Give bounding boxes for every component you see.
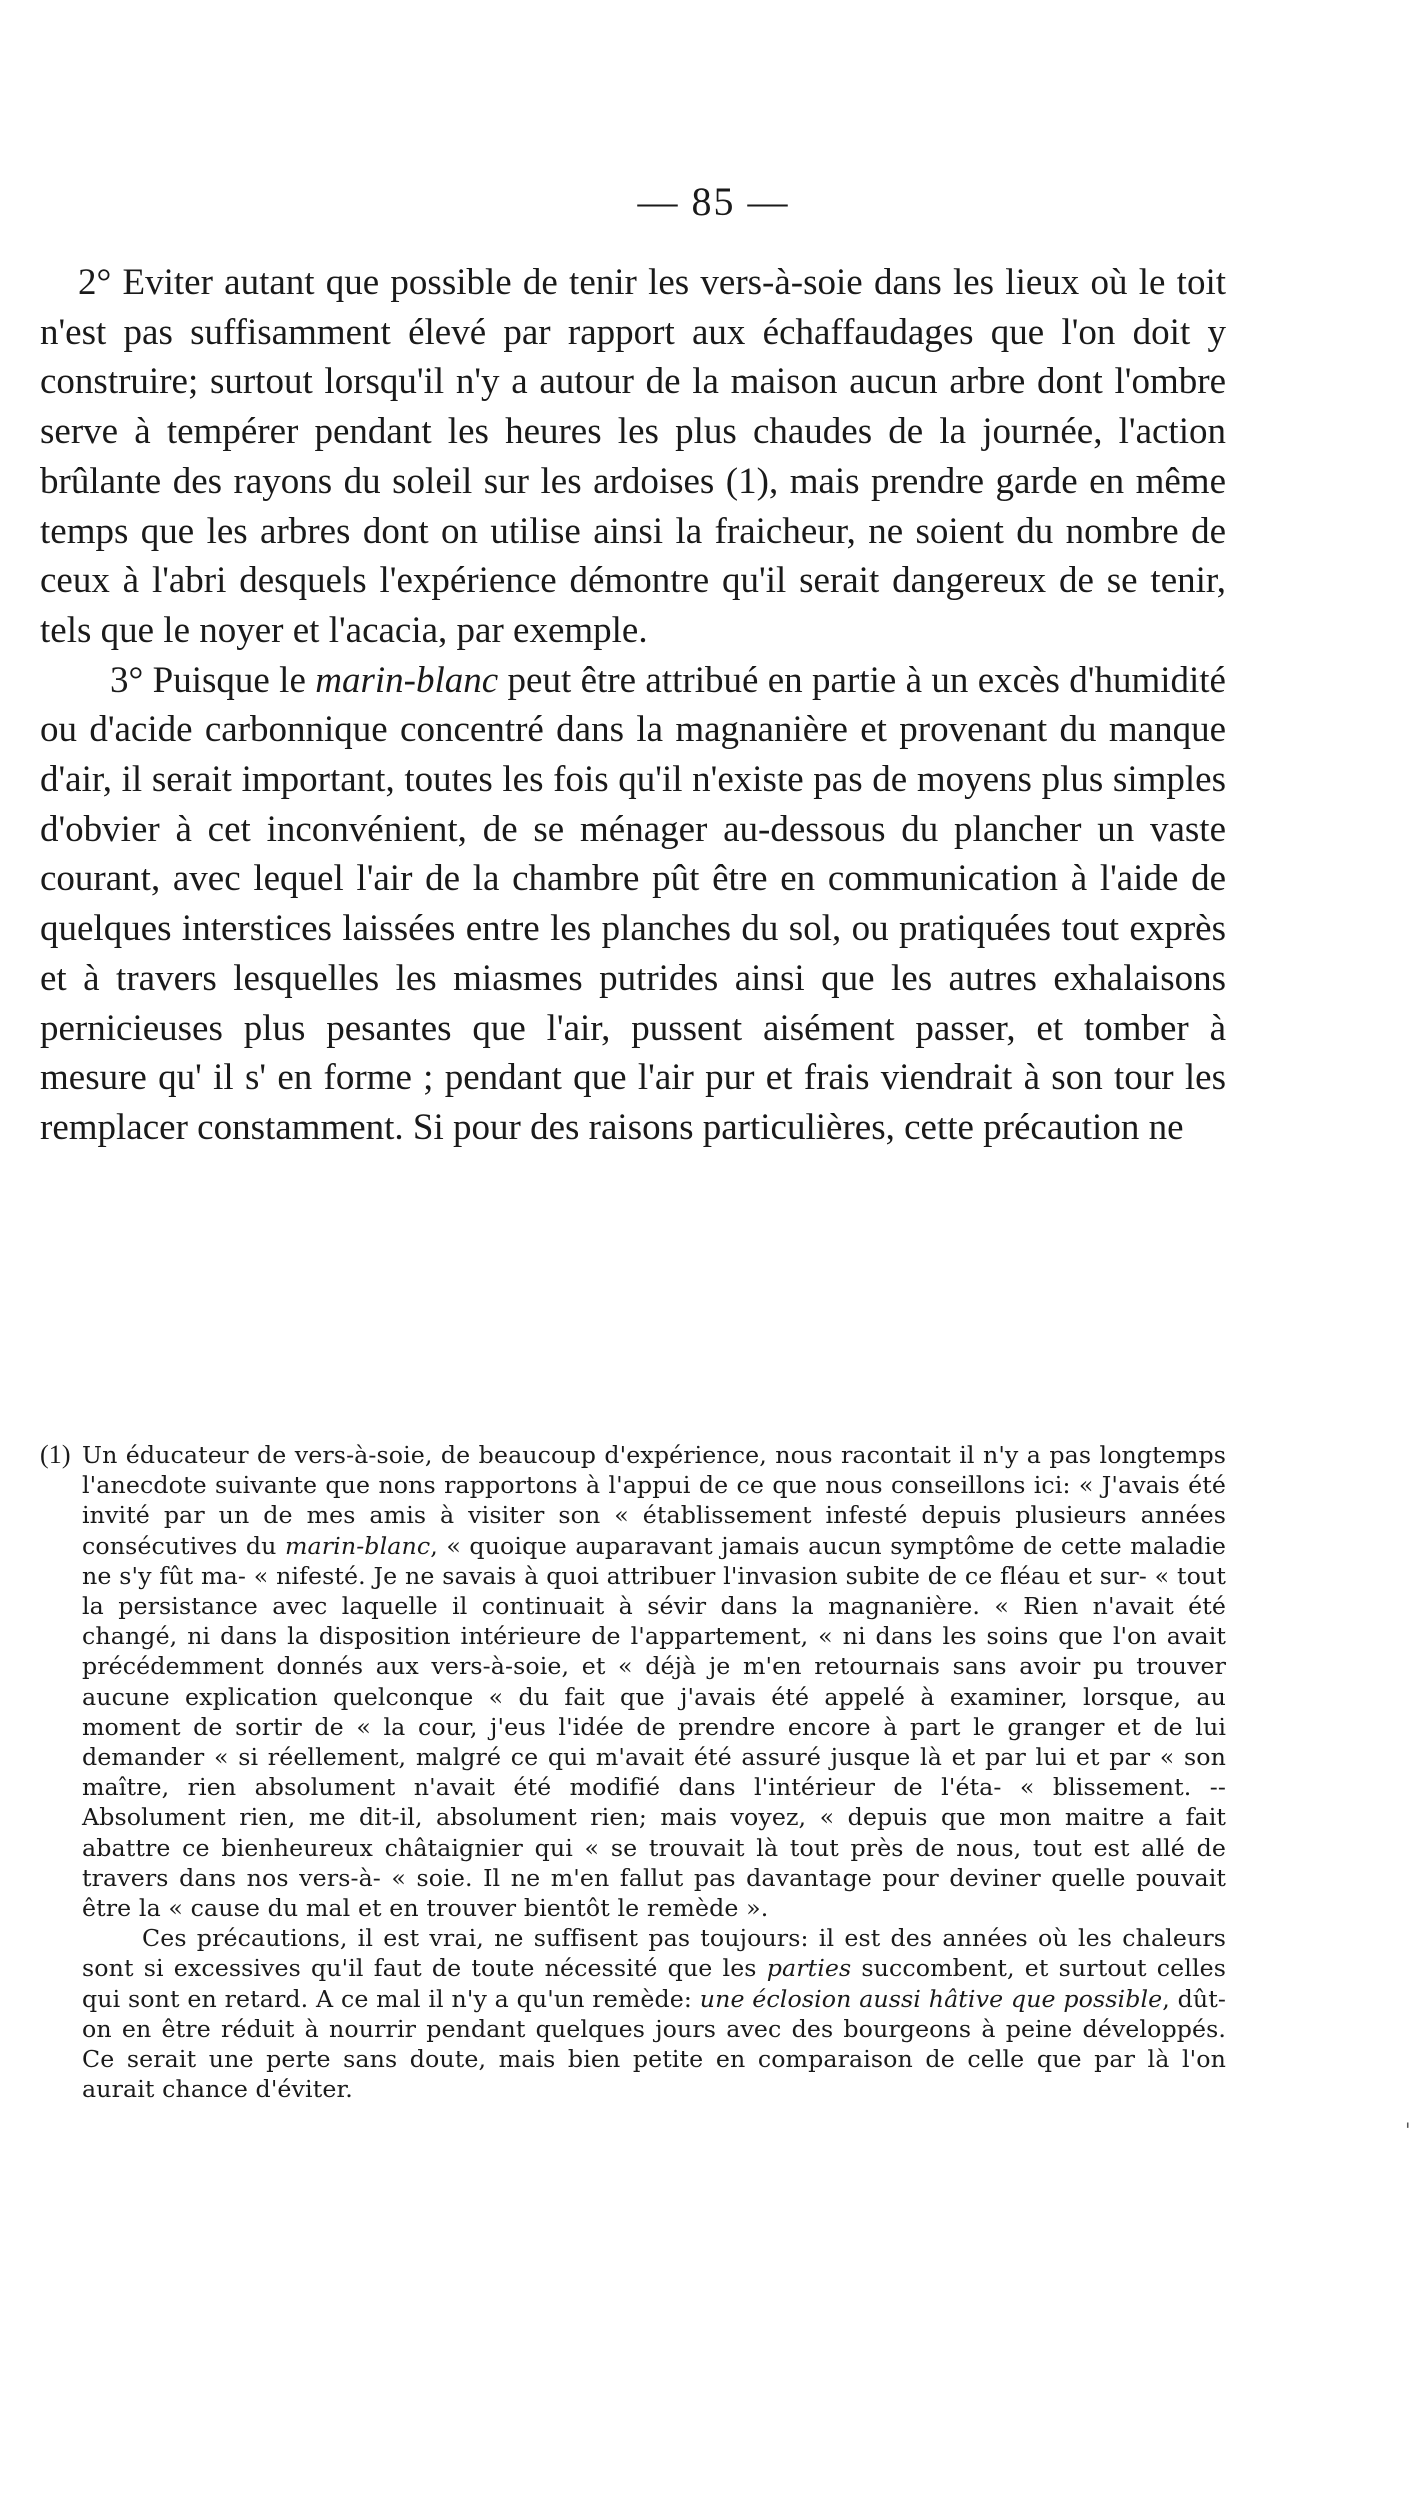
closing-text-3: , dût-on en être réduit à nourrir pendant quelques jours avec des bourgeons à peine développés. Ce serait une perte sans doute, mais bien petite en comparaison de celle que par là l'on aurait chance d'éviter. <box>82 1984 1226 2104</box>
closing-text-1: Ces précautions, il est vrai, ne suffisent pas toujours: il est des années où les chaleurs sont si excessives qu'il faut de toute nécessité que les <box>82 1924 1226 1983</box>
paragraph-3 <box>40 656 1226 1153</box>
footnote-1 <box>40 1440 1226 1923</box>
main-text <box>40 258 1226 1153</box>
closing-text-2: succombent, et surtout celles qui sont en retard. A ce mal il n'y a qu'un remède: <box>82 1954 1226 2013</box>
footnote-text-rest: , « quoique auparavant jamais aucun symptôme de cette maladie ne s'y fût ma- « nifesté. Je ne savais à quoi attribuer l'invasion subite de ce fléau et sur- « tout la persistance avec laquelle il continuait à sévir dans la magnanière. « Rien n'avait été changé, ni dans la disposition intérieure de l'appartement, « ni dans les soins que l'on avait précédemment donnés aux vers-à-soie, et « déjà je m'en retournais sans avoir pu trouver aucune explication quelconque « du fait que j'avais été appelé à examiner, lorsque, au moment de sortir de « la cour, j'eus l'idée de prendre encore à part le granger et de lui demander « si réellement, malgré ce qui m'avait été assuré jusque là et par lui et par « son maître, rien absolument n'avait été modifié dans l'intérieur de l'éta- « blissement. -- Absolument rien, me dit-il, absolument rien; mais voyez, « depuis que mon maitre a fait abattre ce bienheureux châtaignier qui « se trouvait là tout près de nous, tout est allé de travers dans nos vers-à- « soie. Il ne m'en fallut pas davantage pour deviner quelle pouvait être la « cause du mal et en trouver bientôt le remède ». <box>82 1531 1226 1923</box>
footnote-1-body <box>82 1440 1226 1923</box>
paragraph-2 <box>40 258 1226 656</box>
footnote-closing-paragraph <box>82 1923 1226 2104</box>
closing-italic-eclosion: une éclosion aussi hâtive que possible <box>699 1984 1163 2013</box>
paragraph-3-text-rest: peut être attribué en partie à un excès d'humidité ou d'acide carbonnique concentré dans la magnanière et provenant du manque d'air, il serait important, toutes les fois qu'il n'existe pas de moyens plus simples d'obvier à cet inconvénient, de se ménager au-dessous du plancher un vaste courant, avec lequel l'air de la chambre pût être en communication à l'aide de quelques interstices laissées entre les planches du sol, ou pratiquées tout exprès et à travers lesquelles les miasmes putrides ainsi que les autres exhalaisons pernicieuses plus pesantes que l'air, pussent aisément passer, et tomber à mesure qu' il s' en forme ; pendant que l'air pur et frais viendrait à son tour les remplacer constamment. Si pour des raisons particulières, cette précaution ne <box>40 659 1226 1148</box>
footnote-marker: (1) <box>40 1440 71 1469</box>
paragraph-3-italic-term: marin-blanc <box>315 659 499 701</box>
paragraph-2-text: 2° Eviter autant que possible de tenir les vers-à-soie dans les lieux où le toit n'est pas suffisamment élevé par rapport aux échaffaudages que l'on doit y construire; surtout lorsqu'il n'y a autour de la maison aucun arbre dont l'ombre serve à tempérer pendant les heures les plus chaudes de la journée, l'action brûlante des rayons du soleil sur les ardoises (1), mais prendre garde en même temps que les arbres dont on utilise ainsi la fraicheur, ne soient du nombre de ceux à l'abri desquels l'expérience démontre qu'il serait dangereux de se tenir, tels que le noyer et l'acacia, par exemple. <box>40 262 1226 651</box>
closing-italic-parties: parties <box>766 1954 852 1983</box>
margin-mark: ' <box>1405 2118 1411 2142</box>
footnote-italic-term: marin-blanc <box>284 1531 431 1560</box>
footnote-text-start: Un éducateur de vers-à-soie, de beaucoup d'expérience, nous racontait il n'y a pas longtemps l'anecdote suivante que nons rapportons à l'appui de ce que nous conseillons ici: « J'avais été invité par un de mes amis à visiter son « établissement infesté depuis plusieurs années consécutives du <box>82 1441 1226 1560</box>
page-number: — 85 — <box>637 179 790 224</box>
footnote-block <box>40 1440 1226 2104</box>
paragraph-3-text-start: 3° Puisque le <box>110 659 316 701</box>
footnote-continuation <box>40 1923 1226 2104</box>
